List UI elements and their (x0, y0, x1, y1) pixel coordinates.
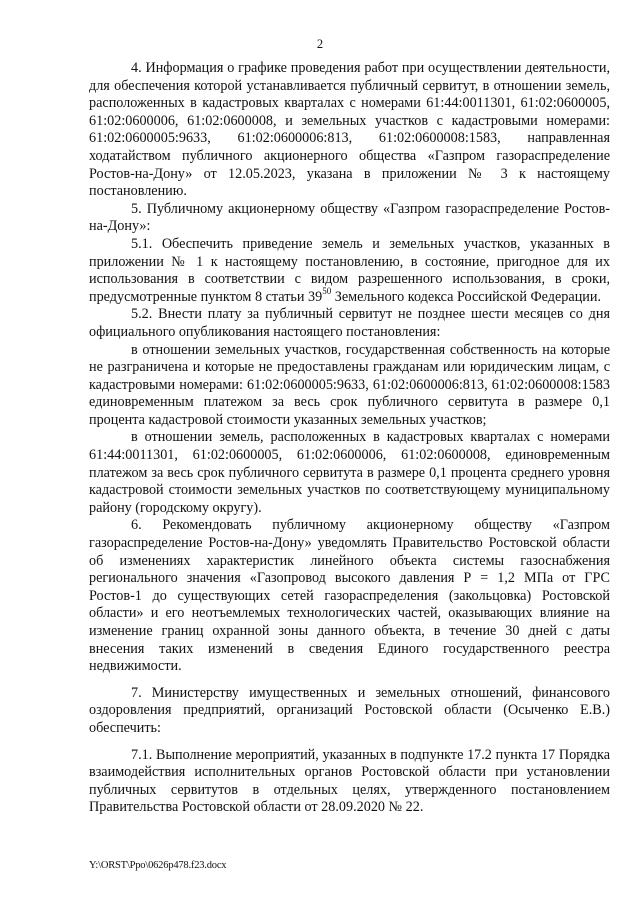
page-number: 2 (316, 37, 324, 51)
paragraph-5-1 (89, 236, 610, 306)
paragraph-7-1: 7.1. Выполнение мероприятий, указанных в подпункте 17.2 пункта 17 Порядка взаимодействия исполнительных органов Ростовской области при установлении публичных сервитутов в отдельных целях, утвержденного постановлением Правительства Ростовской области от 28.09.2020 № 22. (89, 746, 610, 816)
article-superscript: 50 (322, 285, 332, 296)
paragraph-5-2-b: в отношении земель, расположенных в кадастровых кварталах с номерами 61:44:0011301, 61:02:0600005, 61:02:0600006, 61:02:0600008, единовременным платежом за весь срок публичного сервитута в размере 0,1 процента среднего уровня кадастровой стоимости земельных участков по соответствующему муниципальному району (городскому округу). (89, 429, 610, 516)
paragraph-5-2-a: в отношении земельных участков, государственная собственность на которые не разграничена и которые не предоставлены гражданам или юридическим лицам, с кадастровыми номерами: 61:02:0600005:9633, 61:02:0600006:813, 61:02:0600008:1583 единовременным платежом за весь срок публичного сервитута в размере 0,1 процента кадастровой стоимости указанных земельных участков; (89, 341, 610, 428)
paragraph-5-1-text: 5.1. Обеспечить приведение земель и земельных участков, указанных в приложении № 1 к настоящему постановлению, в состояние, пригодное для их использования в соответствии с видом разрешенного использования, в сроки, предусмотренные пунктом 8 статьи 39 (89, 235, 610, 305)
document-body (89, 60, 610, 817)
paragraph-4: 4. Информация о графике проведения работ при осуществлении деятельности, для обеспечения которой устанавливается публичный сервитут, в отношении земель, расположенных в кадастровых кварталах с номерами 61:44:0011301, 61:02:0600005, 61:02:0600006, 61:02:0600008, и земельных участков с кадастровыми номерами: 61:02:0600005:9633, 61:02:0600006:813, 61:02:0600008:1583, направленная ходатайством публичного акционерного общества «Газпром газораспределение Ростов-на-Дону» от 12.05.2023, указана в приложении № 3 к настоящему постановлению. (89, 60, 610, 200)
paragraph-7: 7. Министерству имущественных и земельных отношений, финансового оздоровления предприятий, организаций Ростовской области (Осыченко Е.В.) обеспечить: (89, 684, 610, 736)
paragraph-5-1-tail: Земельного кодекса Российской Федерации. (331, 288, 602, 305)
paragraph-5: 5. Публичному акционерному обществу «Газпром газораспределение Ростов-на-Дону»: (89, 200, 610, 235)
file-path-footer: Y:\ORST\Ppo\0626p478.f23.docx (89, 860, 227, 871)
paragraph-6: 6. Рекомендовать публичному акционерному обществу «Газпром газораспределение Ростов-на-Дону» уведомлять Правительство Ростовской области об изменениях характеристик линейного объекта системы газоснабжения регионального значения «Газопровод высокого давления Р = 1,2 МПа от ГРС Ростов-1 до существующих сетей газораспределения (закольцовка) Ростовской области» и его неотъемлемых технологических частей, оказывающих влияние на изменение границ охранной зоны данного объекта, в течение 30 дней с даты внесения таких изменений в сведения Единого государственного реестра недвижимости. (89, 517, 610, 675)
paragraph-5-2: 5.2. Внести плату за публичный сервитут не позднее шести месяцев со дня официального опубликования настоящего постановления: (89, 306, 610, 340)
